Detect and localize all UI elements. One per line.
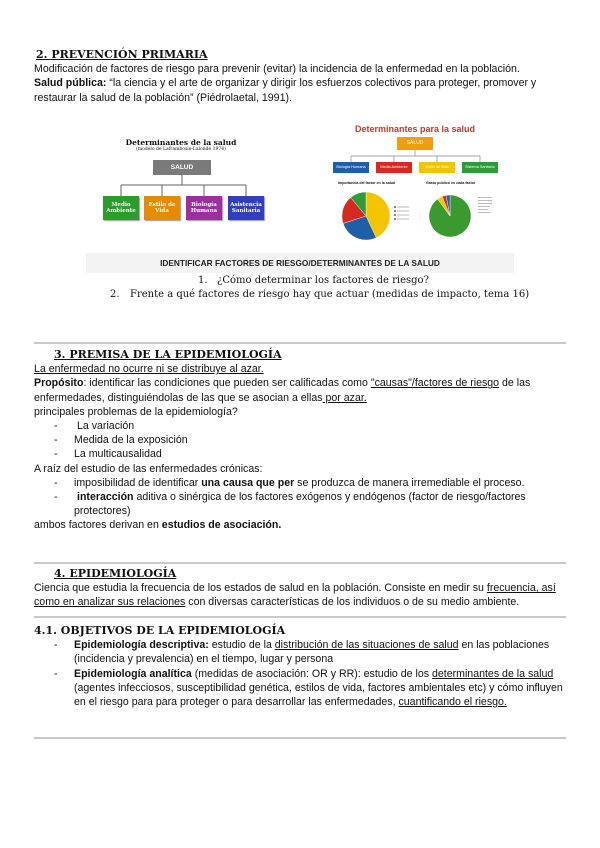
divider xyxy=(34,342,566,344)
section-title: 2. PREVENCIÓN PRIMARIA xyxy=(36,48,208,61)
list-item: - La multicausalidad xyxy=(54,448,162,461)
section-epidemiologia xyxy=(34,567,566,610)
diagram-title: Determinantes de la salud xyxy=(125,138,237,147)
factor-box-biologia: Biología Humana xyxy=(333,162,369,173)
list-item: - interacción aditiva o sinérgica de los factores exógenos y endógenos (factor de riesgo/factores protectores) xyxy=(54,491,526,518)
determinant-box-estilo-de-vida: Estilo de Vida xyxy=(144,196,180,220)
paragraph: La enfermedad no ocurre ni se distribuye al azar. xyxy=(34,363,264,376)
list-item: - La variación xyxy=(54,420,135,433)
determinant-box-biologia-humana: Biología Humana xyxy=(186,196,222,220)
paragraph: A raíz del estudio de las enfermedades crónicas: xyxy=(34,462,263,475)
salud-root: SALUD xyxy=(153,160,211,175)
divider xyxy=(34,562,566,564)
determinant-box-asistencia-sanitaria: Asistencia Sanitaria xyxy=(228,196,264,220)
label: Salud pública: xyxy=(34,77,107,90)
section-objetivos xyxy=(34,624,566,709)
paragraph: principales problemas de la epidemiología? xyxy=(34,405,238,418)
determinantes-figure xyxy=(330,120,500,250)
diagram-subtitle: (modelo de Laframbosie-Lalonde 1974) xyxy=(136,147,226,152)
list-item: - Epidemiología analítica (medidas de asociación: OR y RR): estudio de los determinantes de la salud (agentes infecciosos, susceptibilidad genética, estilos de vida, factores ambientales etc) y cómo influyen en el riesgo para para proteger o para desarrollar las enfermedades, cuantificando el riesgo. xyxy=(54,667,563,709)
paragraph: Modificación de factores de riesgo para prevenir (evitar) la incidencia de la enfermedad en la población. xyxy=(34,63,520,76)
lalonde-diagram xyxy=(96,130,266,230)
figure-caption-band xyxy=(86,253,514,273)
divider xyxy=(34,737,566,739)
pie-legends xyxy=(330,120,500,250)
pie1-caption: Importancia del factor en la salud xyxy=(338,181,396,185)
list-item: - Epidemiología descriptiva: estudio de la distribución de las situaciones de salud en las poblaciones (incidencia y prevalencia) en el tiempo, lugar y persona xyxy=(54,639,550,666)
paragraph: ambos factores derivan en estudios de asociación. xyxy=(34,519,282,532)
figure-caption: IDENTIFICAR FACTORES DE RIESGO/DETERMINANTES DE LA SALUD xyxy=(160,258,440,268)
section-prevencion xyxy=(34,48,566,105)
salud-root: SALUD xyxy=(397,137,433,150)
list-item: - imposibilidad de identificar una causa que per se produzca de manera irremediable el proceso. xyxy=(54,476,525,489)
factor-box-estilo: Estilo de Vida xyxy=(419,162,455,173)
determinant-box-medio-ambiente: Medio Ambiente xyxy=(103,196,139,220)
figure-title: Determinantes para la salud xyxy=(354,124,476,134)
factor-box-sistema: Sistema Sanitario xyxy=(462,162,498,173)
list-item: 2. Frente a qué factores de riesgo hay que actuar (medidas de impacto, tema 16) xyxy=(110,289,530,300)
factor-box-medio: Medio Ambiente xyxy=(376,162,412,173)
divider xyxy=(34,616,566,618)
paragraph: Propósito: identificar las condiciones que pueden ser calificadas como "causas"/factores de riesgo de las enfermedades, distinguiéndolas de las que se asocian a ellas por azar. xyxy=(34,377,531,404)
section-title: 4.1. OBJETIVOS DE LA EPIDEMIOLOGÍA xyxy=(34,624,286,637)
list-item: - Medida de la exposición xyxy=(54,434,188,447)
question-list xyxy=(110,275,570,303)
paragraph: Ciencia que estudia la frecuencia de los estados de salud en la población. Consiste en medir su frecuencia, así como en analizar sus relaciones con diversas características de los individuos o de su medio ambiente. xyxy=(34,582,556,609)
section-title: 3. PREMISA DE LA EPIDEMIOLOGÍA xyxy=(54,348,282,361)
pie2-caption: Gasto público en cada factor xyxy=(426,181,476,185)
paragraph: Salud pública: “la ciencia y el arte de organizar y dirigir los esfuerzos colectivos para proteger, promover y restaurar la salud de la población” (Piédrolaetal, 1991). xyxy=(34,77,537,104)
section-premisa xyxy=(34,348,566,533)
section-title: 4. EPIDEMIOLOGÍA xyxy=(54,567,177,580)
list-item: 1. ¿Cómo determinar los factores de riesgo? xyxy=(198,275,429,286)
